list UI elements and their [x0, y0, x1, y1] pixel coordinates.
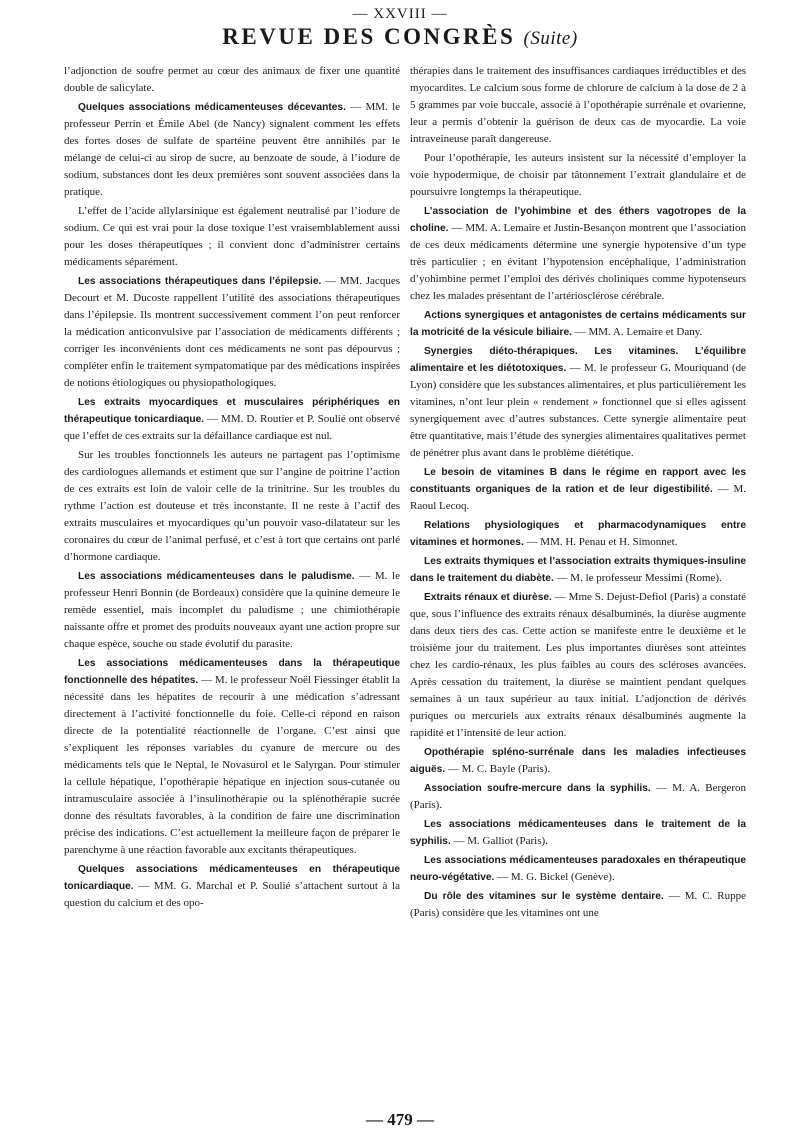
article-paragraph — [410, 589, 746, 742]
article-paragraph — [64, 394, 400, 445]
article-heading: Les associations thérapeutiques dans l’épilepsie. — [78, 276, 322, 287]
article-heading: Les extraits myocardiques et musculaires périphériques en thérapeutique tonicardiaque. — [64, 397, 400, 425]
article-heading: Les extraits thymiques et l’association extraits thymiques-insuline dans le traitement du diabète. — [410, 556, 746, 584]
article-paragraph — [410, 816, 746, 850]
article-paragraph — [64, 568, 400, 653]
article-paragraph — [64, 273, 400, 392]
running-head — [0, 24, 800, 50]
article-heading: Extraits rénaux et diurèse. — [424, 592, 552, 603]
paragraph-text: — MM. Jacques Decourt et M. Ducoste rappellent l’utilité des associations thérapeutiques dans l’épilepsie. Ils montrent successivement comment l’on peut renforcer la médication anticonvulsive par l’association de médicaments différents ; corriger les inconvénients dont ces médicaments ne sont pas dépourvus ; compléter enfin le traitement sympatomatique par des médications inspirées de notions étiologiques ou physiopathologiques. — [64, 275, 400, 389]
right-column — [410, 63, 746, 924]
article-heading: Les associations médicamenteuses dans la thérapeutique fonctionnelle des hépatites. — [64, 658, 400, 686]
article-heading: Actions synergiques et antagonistes de certains médicaments sur la motricité de la vésicule biliaire. — [410, 310, 746, 338]
paragraph-text: Pour l’opothérapie, les auteurs insistent sur la nécessité d’employer la voie hypodermique, de choisir par tâtonnement l’extrait glandulaire et de poursuivre longtemps la thérapeutique. — [410, 152, 746, 198]
article-paragraph — [64, 655, 400, 859]
paragraph-text: — M. le professeur Henri Bonnin (de Bordeaux) considère que la quinine demeure le remède essentiel, mais incomplet du paludisme ; une chimiothérapie naissante offre et promet des produits nouveaux ayant une action propre sur chaque espèce, souche ou stade évolutif du parasite. — [64, 570, 400, 650]
article-paragraph — [410, 307, 746, 341]
paragraph-text: — Mme S. Dejust-Defiol (Paris) a constaté que, sous l’influence des extraits rénaux désalbuminés, la diurèse augmente dans deux tiers des cas. Cette action se manifeste entre le deuxième et le troisième jour du traitement. Les plus importantes diurèses sont atteintes chez les cardio-rénaux, les plus faibles au cours des scléroses avancées. Après cessation du traitement, la diurèse se maintient pendant quelques semaines à un taux supérieur au taux initial. L’adjonction de dérivés puriques ou mercuriels aux extraits rénaux désalbuminés augmente la rapidité et l’intensité de leur action. — [410, 591, 746, 739]
body-paragraph — [64, 203, 400, 271]
article-heading: Relations physiologiques et pharmacodynamiques entre vitamines et hormones. — [410, 520, 746, 548]
body-paragraph — [64, 447, 400, 566]
article-paragraph — [410, 553, 746, 587]
article-paragraph — [410, 517, 746, 551]
body-paragraph — [410, 63, 746, 148]
paragraph-text: Sur les troubles fonctionnels les auteurs ne partagent pas l’optimisme des cardiologues allemands et estiment que sur l’angine de poitrine l’action de ces extraits est loin de valoir celle de la trinitrine. Sur les troubles du rythme l’action est douteuse et très inconstante. Il ne reste à l’actif des extraits musculaires et myocardiques qu’un pouvoir vaso-dilatateur sur les coronaires du cœur de l’animal perfusé, et c’est à tort que certains ont parlé d’hormone cardiaque. — [64, 449, 400, 563]
paragraph-text: l’adjonction de soufre permet au cœur des animaux de fixer une quantité double de salicylate. — [64, 65, 400, 94]
article-heading: Le besoin de vitamines B dans le régime en rapport avec les constituants organiques de la ration et de leur digestibilité. — [410, 467, 746, 495]
article-heading: L’association de l’yohimbine et des éthers vagotropes de la choline. — [410, 206, 746, 234]
paragraph-text: — MM. A. Lemaire et Dany. — [571, 326, 703, 338]
paragraph-text: — M. C. Bayle (Paris). — [445, 763, 551, 775]
article-heading: Les associations médicamenteuses paradoxales en thérapeutique neuro-végétative. — [410, 855, 746, 883]
page-number: — 479 — — [366, 1110, 434, 1129]
paragraph-text: — M. Galliot (Paris). — [450, 835, 548, 847]
article-paragraph — [64, 861, 400, 912]
paragraph-text: — MM. H. Penau et H. Simonnet. — [523, 536, 678, 548]
article-heading: Quelques associations médicamenteuses décevantes. — [78, 102, 346, 113]
article-paragraph — [410, 780, 746, 814]
article-paragraph — [410, 852, 746, 886]
article-heading: Opothérapie spléno-surrénale dans les maladies infectieuses aiguës. — [410, 747, 746, 775]
left-column — [64, 63, 400, 914]
paragraph-text: — M. C. Ruppe (Paris) considère que les vitamines ont une — [410, 890, 746, 919]
article-paragraph — [410, 203, 746, 305]
body-paragraph — [410, 150, 746, 201]
body-paragraph — [64, 63, 400, 97]
article-paragraph — [410, 888, 746, 922]
article-paragraph — [410, 343, 746, 462]
paragraph-text: — M. A. Bergeron (Paris). — [410, 782, 746, 811]
article-heading: Association soufre-mercure dans la syphilis. — [424, 783, 651, 794]
paragraph-text: — M. Raoul Lecoq. — [410, 483, 746, 512]
article-paragraph — [410, 464, 746, 515]
article-heading: Les associations médicamenteuses dans le traitement de la syphilis. — [410, 819, 746, 847]
paragraph-text: — M. le professeur G. Mouriquand (de Lyon) considère que les substances alimentaires, et plus particulièrement les vitamines, n’ont leur plein « rendement » fonctionnel que si elles agissent synergiquement avec d’autres substances. Cette synergie alimentaire peut être quantitative, mais l’étude des synergies alimentaires qualitatives permet de pénétrer plus avant dans le problème diététique. — [410, 362, 746, 459]
paragraph-text: — M. G. Bickel (Genève). — [494, 871, 615, 883]
paragraph-text: — MM. le professeur Perrin et Émile Abel (de Nancy) signalent comment les effets des fortes doses de sulfate de spartéine peuvent être annihilés par le mélange de celui-ci au sirop de sucre, au benzoate de soude, à l’iodure de sodium, substances dont les deux premières sont souvent associées dans la pratique. — [64, 101, 401, 198]
running-head-title: REVUE DES CONGRÈS — [222, 24, 516, 49]
article-heading: Les associations médicamenteuses dans le paludisme. — [78, 571, 355, 582]
paragraph-text: — M. le professeur Noël Fiessinger établit la nécessité dans les hépatites de recourir à une médication s’adressant directement à l’activité fonctionnelle du foie. Celle-ci répond en raison directe de la potentialité réactionnelle de l’organe. C’est ainsi que s’expliquent les réponses variables du cyanure de mercure ou des médicaments tels que le Neptal, le Novasurol et le Salyrgan. Pour stimuler la cellule hépatique, l’opothérapie hépatique en injection sous-cutanée ou intramusculaire associée à l’insulinothérapie ou la splénothérapie sucrée donne des résultats favorables, à la condition de faire une discrimination précise des indications. C’est actuellement la meilleure façon de préparer le parenchyme à une réaction favorable aux excitants thérapeutiques. — [64, 674, 400, 856]
article-paragraph — [64, 99, 400, 201]
running-head-suffix: (Suite) — [523, 28, 578, 49]
article-paragraph — [410, 744, 746, 778]
article-heading: Synergies diéto-thérapiques. Les vitamines. L’équilibre alimentaire et les diétotoxiques. — [410, 346, 746, 374]
article-heading: Du rôle des vitamines sur le système dentaire. — [424, 891, 664, 902]
paragraph-text: — MM. G. Marchal et P. Soulié s’attachent surtout à la question du calcium et des opo- — [64, 880, 400, 909]
article-heading: Quelques associations médicamenteuses en thérapeutique tonicardiaque. — [64, 864, 400, 892]
paragraph-text: — MM. D. Routier et P. Soulié ont observé que l’effet de ces extraits sur la défaillance cardiaque est nul. — [64, 413, 400, 442]
paragraph-text: — M. le professeur Messimi (Rome). — [553, 572, 722, 584]
paragraph-text: — MM. A. Lemaire et Justin-Besançon montrent que l’association de ces deux médicaments détermine une synergie hypotensive d’un type très particulier ; en évitant l’hypotension encéphalique, l’administration d’yohimbine permet l’emploi des dérivés choliniques comme hypotenseurs chez les malades présentant de l’artériosclérose cérébrale. — [410, 222, 746, 302]
paragraph-text: L’effet de l’acide allylarsinique est également neutralisé par l’iodure de sodium. Ce qui est vrai pour la dose toxique l’est vraisemblablement aussi pour les doses thérapeutiques ; il convient donc d’administrer certains médicaments séparément. — [64, 205, 400, 268]
roman-folio: — XXVIII — — [352, 6, 448, 22]
paragraph-text: thérapies dans le traitement des insuffisances cardiaques irréductibles et des myocardites. Le calcium sous forme de chlorure de calcium à la dose de 2 à 5 grammes par voie buccale, associé à l’opothérapie surrénale et ovarienne, leur a permis d’obtenir la guérison de deux cas de myocardie. La voie intraveineuse paraît dangereuse. — [410, 65, 746, 145]
